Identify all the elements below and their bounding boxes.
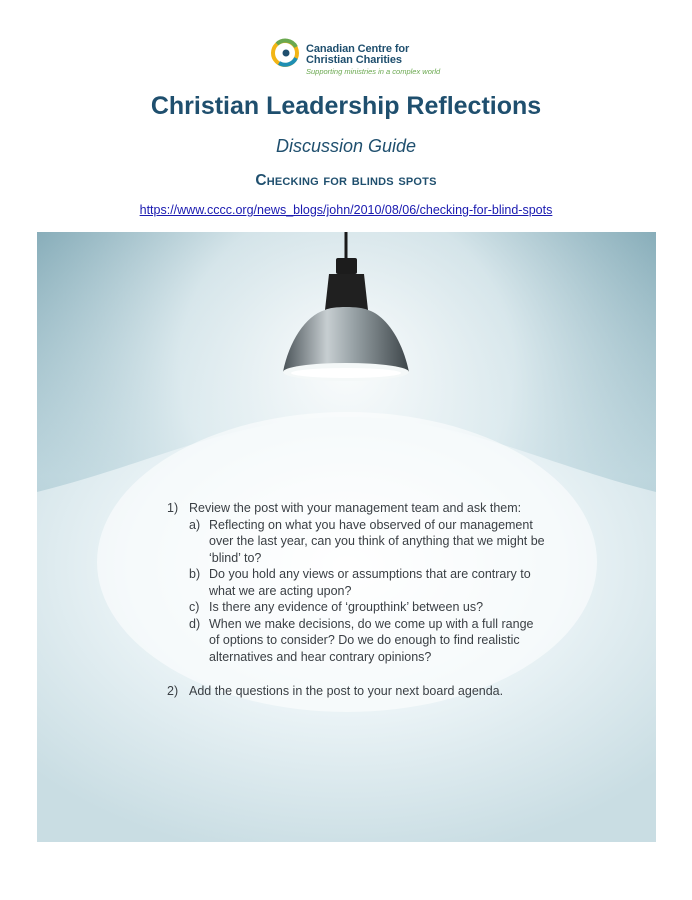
lamp-illustration	[37, 232, 656, 842]
sub-question-letter: a)	[189, 517, 201, 532]
section-heading: Checking for blinds spots	[255, 172, 437, 189]
logo-circle-icon	[270, 36, 302, 70]
sub-question	[189, 517, 547, 567]
discussion-questions	[167, 500, 547, 700]
logo-name-line2: Christian Charities	[306, 54, 402, 66]
source-link[interactable]: https://www.cccc.org/news_blogs/john/2010/08/06/checking-for-blind-spots	[139, 203, 553, 217]
sub-question-letter: c)	[189, 600, 200, 614]
logo-tagline: Supporting ministries in a complex world	[306, 67, 441, 76]
spacer	[167, 665, 547, 683]
question-text: Add the questions in the post to your next board agenda.	[189, 684, 504, 698]
question-number: 1)	[167, 501, 179, 515]
sub-question-text: Do you hold any views or assumptions that are contrary to what we are acting upon?	[209, 567, 531, 598]
page-subtitle: Discussion Guide	[275, 136, 417, 156]
question-item	[167, 683, 547, 700]
page-title: Christian Leadership Reflections	[150, 92, 542, 120]
sub-question-text: Reflecting on what you have observed of our management over the last year, can you think of anything that we might be ‘blind’ to?	[209, 517, 545, 565]
sub-question-letter: d)	[189, 616, 201, 631]
sub-question	[189, 616, 547, 666]
question-number: 2)	[167, 684, 179, 698]
logo-name-line1: Canadian Centre for	[306, 43, 410, 55]
sub-question	[189, 566, 547, 599]
question-text: Review the post with your management team and ask them:	[189, 501, 522, 515]
organization-logo	[270, 36, 470, 80]
sub-question-text: Is there any evidence of ‘groupthink’ between us?	[209, 600, 484, 614]
sub-question	[189, 599, 547, 616]
question-item	[167, 500, 547, 665]
sub-question-letter: b)	[189, 567, 201, 581]
sub-question-text: When we make decisions, do we come up with a full range of options to consider? Do we do enough to find realistic alternatives and hear contrary opinions?	[209, 616, 534, 664]
